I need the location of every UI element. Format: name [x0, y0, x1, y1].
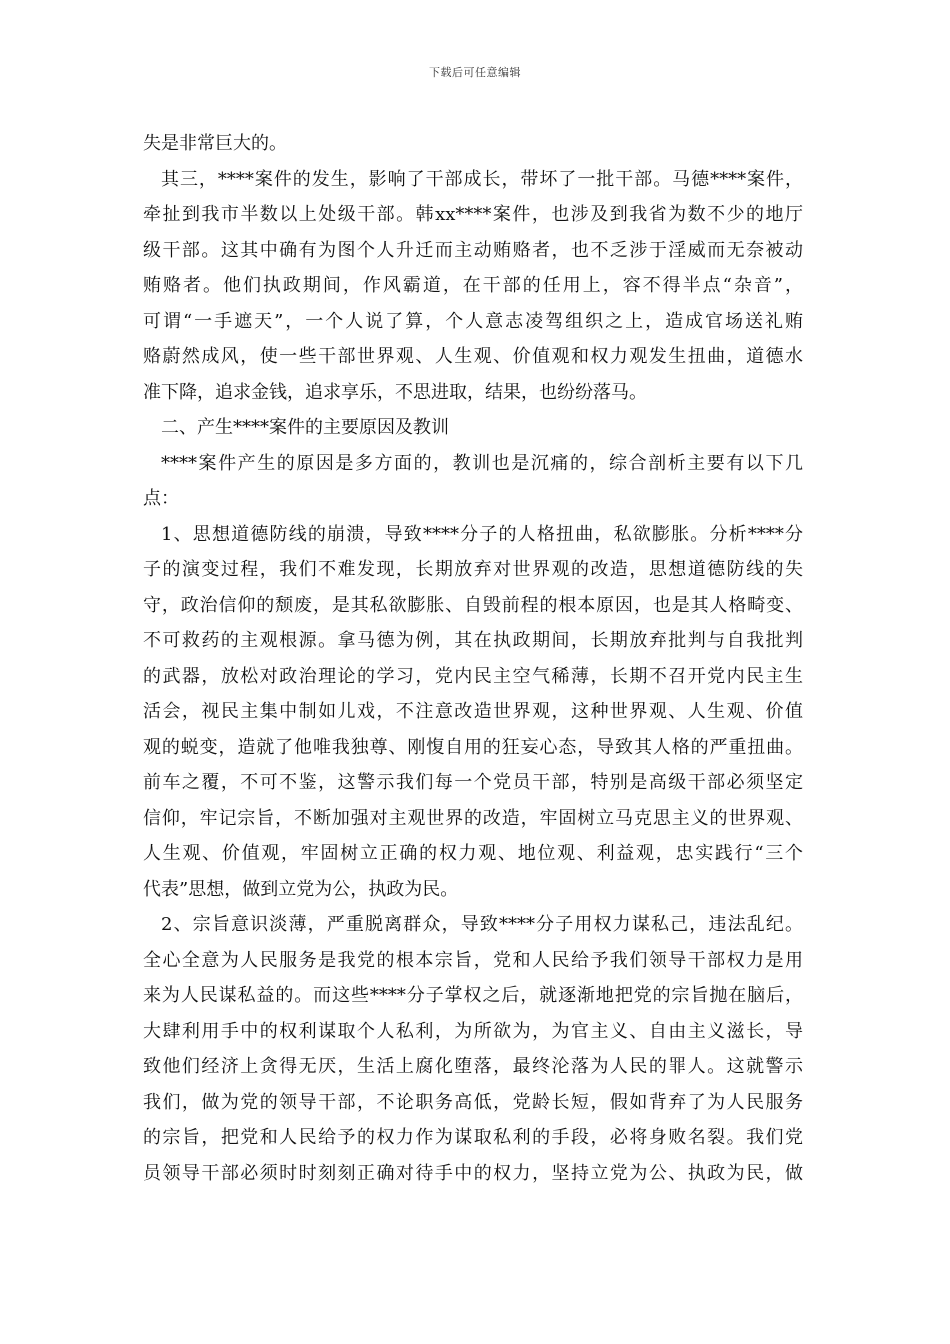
text-line: 贿赂者。他们执政期间，作风霸道，在干部的任用上，容不得半点“杂音”，: [143, 275, 803, 296]
text-line: 人生观、价值观，牢固树立正确的权力观、地位观、利益观，忠实践行“三个: [143, 843, 803, 864]
text-line: 1、思想道德防线的崩溃，导致****分子的人格扭曲，私欲膨胀。分析****分: [161, 523, 803, 545]
text-line: 守，政治信仰的颓废，是其私欲膨胀、自毁前程的根本原因，也是其人格畸变、: [143, 594, 803, 616]
text-line: 点：: [143, 488, 179, 509]
text-line: 子的演变过程，我们不难发现，长期放弃对世界观的改造，思想道德防线的失: [143, 559, 803, 580]
text-line: 的宗旨，把党和人民给予的权力作为谋取私利的手段，必将身败名裂。我们党: [143, 1127, 803, 1148]
text-line: 代表”思想，做到立党为公，执政为民。: [143, 878, 459, 900]
text-line: 致他们经济上贪得无厌，生活上腐化堕落，最终沦落为人民的罪人。这就警示: [143, 1056, 803, 1077]
text-line: 二、产生****案件的主要原因及教训: [161, 417, 449, 438]
text-line: 不可救药的主观根源。拿马德为例，其在执政期间，长期放弃批判与自我批判: [143, 630, 803, 651]
text-line: 信仰，牢记宗旨，不断加强对主观世界的改造，牢固树立马克思主义的世界观、: [143, 807, 803, 829]
text-line: 的武器，放松对政治理论的学习，党内民主空气稀薄，长期不召开党内民主生: [143, 665, 803, 687]
text-line: 我们，做为党的领导干部，不论职务高低，党龄长短，假如背弃了为人民服务: [143, 1091, 803, 1113]
text-line: 级干部。这其中确有为图个人升迁而主动贿赂者，也不乏涉于淫威而无奈被动: [143, 239, 803, 261]
text-line: 活会，视民主集中制如儿戏，不注意改造世界观，这种世界观、人生观、价值: [143, 701, 803, 722]
text-line: 来为人民谋私益的。而这些****分子掌权之后，就逐渐地把党的宗旨抛在脑后，: [143, 985, 803, 1006]
text-line: 前车之覆，不可不鉴，这警示我们每一个党员干部，特别是高级干部必须坚定: [143, 772, 803, 793]
document-body: [143, 126, 803, 1191]
text-line: 失是非常巨大的。: [143, 133, 287, 154]
page-header: 下载后可任意编辑: [429, 66, 521, 79]
text-line: 牵扯到我市半数以上处级干部。韩xx****案件，也涉及到我省为数不少的地厅: [143, 204, 803, 225]
text-line: 全心全意为人民服务是我党的根本宗旨，党和人民给予我们领导干部权力是用: [143, 949, 803, 971]
text-line: 员领导干部必须时时刻刻正确对待手中的权力，坚持立党为公、执政为民，做: [143, 1162, 803, 1184]
text-line: 2、宗旨意识淡薄，严重脱离群众，导致****分子用权力谋私己，违法乱纪。: [161, 914, 803, 935]
text-line: 赂蔚然成风，使一些干部世界观、人生观、价值观和权力观发生扭曲，道德水: [143, 346, 803, 367]
text-line: 可谓“一手遮天”，一个人说了算，个人意志凌驾组织之上，造成官场送礼贿: [143, 310, 803, 332]
text-line: 准下降，追求金钱，追求享乐，不思进取，结果，也纷纷落马。: [143, 381, 647, 403]
text-line: 大肆利用手中的权利谋取个人私利，为所欲为，为官主义、自由主义滋长，导: [143, 1020, 803, 1042]
text-line: 其三，****案件的发生，影响了干部成长，带坏了一批干部。马德****案件，: [161, 168, 803, 190]
text-line: 观的蜕变，造就了他唯我独尊、刚愎自用的狂妄心态，导致其人格的严重扭曲。: [143, 736, 803, 758]
text-line: ****案件产生的原因是多方面的，教训也是沉痛的，综合剖析主要有以下几: [161, 452, 803, 474]
